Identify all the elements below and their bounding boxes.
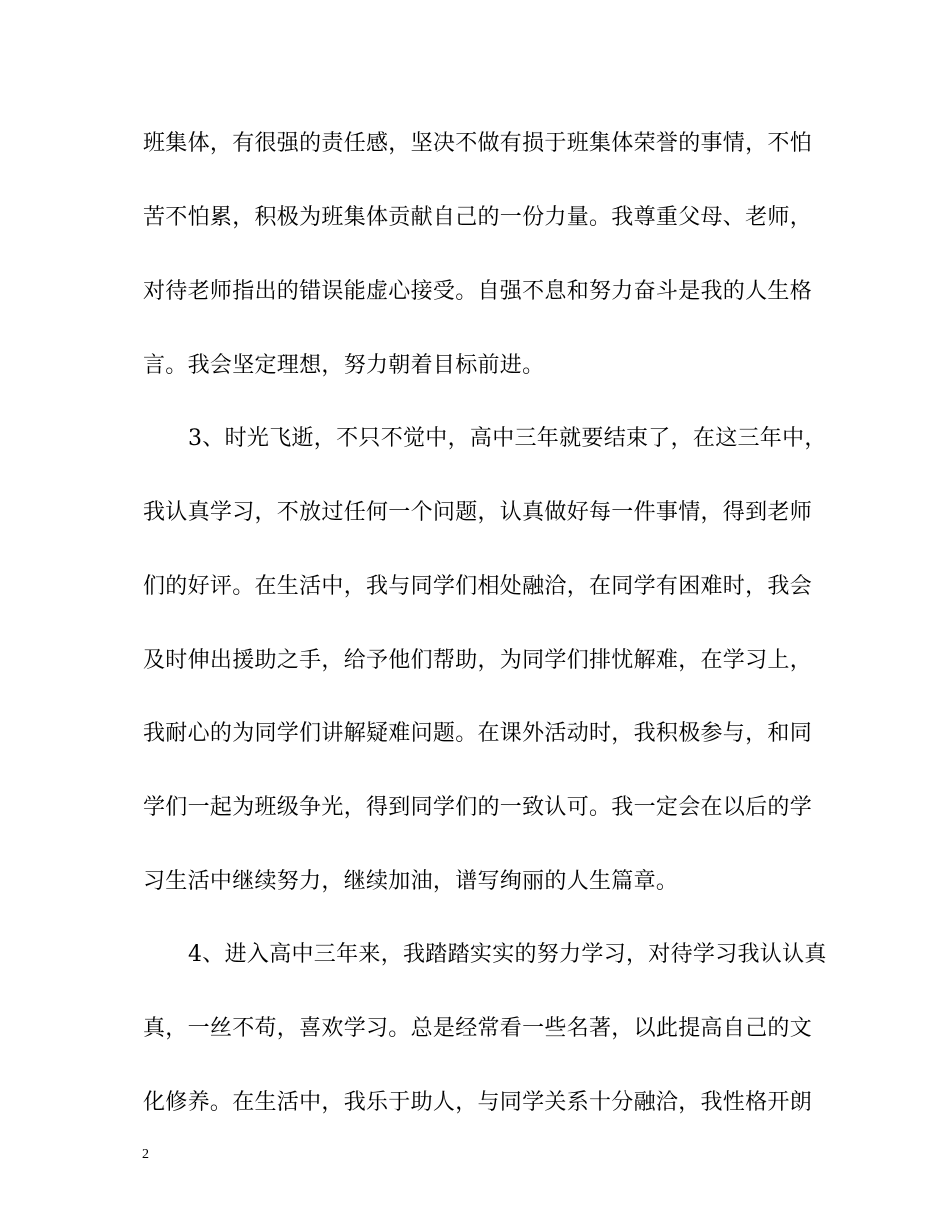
text-line: 言。我会坚定理想，努力朝着目标前进。 bbox=[143, 353, 545, 378]
text-line: 对待老师指出的错误能虚心接受。自强不息和努力奋斗是我的人生格 bbox=[143, 279, 813, 304]
paragraph-start-line: 3、时光飞逝，不只不觉中，高中三年就要结束了，在这三年中， bbox=[188, 426, 827, 451]
page-number: 2 bbox=[142, 1147, 149, 1162]
text-line: 们的好评。在生活中，我与同学们相处融洽，在同学有困难时，我会 bbox=[143, 574, 813, 599]
text-line: 我耐心的为同学们讲解疑难问题。在课外活动时，我积极参与，和同 bbox=[143, 721, 813, 746]
paragraph-start-line: 4、进入高中三年来，我踏踏实实的努力学习，对待学习我认认真 bbox=[188, 942, 827, 967]
text-line: 化修养。在生活中，我乐于助人，与同学关系十分融洽，我性格开朗 bbox=[143, 1090, 813, 1115]
text-line: 真，一丝不苟，喜欢学习。总是经常看一些名著，以此提高自己的文 bbox=[143, 1016, 813, 1041]
text-line: 班集体，有很强的责任感，坚决不做有损于班集体荣誉的事情，不怕 bbox=[143, 131, 813, 156]
text-line: 习生活中继续努力，继续加油，谱写绚丽的人生篇章。 bbox=[143, 869, 679, 894]
text-line: 苦不怕累，积极为班集体贡献自己的一份力量。我尊重父母、老师， bbox=[143, 205, 813, 230]
text-line: 及时伸出援助之手，给予他们帮助，为同学们排忧解难，在学习上， bbox=[143, 648, 813, 673]
text-line: 我认真学习，不放过任何一个问题，认真做好每一件事情，得到老师 bbox=[143, 500, 813, 525]
text-line: 学们一起为班级争光，得到同学们的一致认可。我一定会在以后的学 bbox=[143, 795, 813, 820]
